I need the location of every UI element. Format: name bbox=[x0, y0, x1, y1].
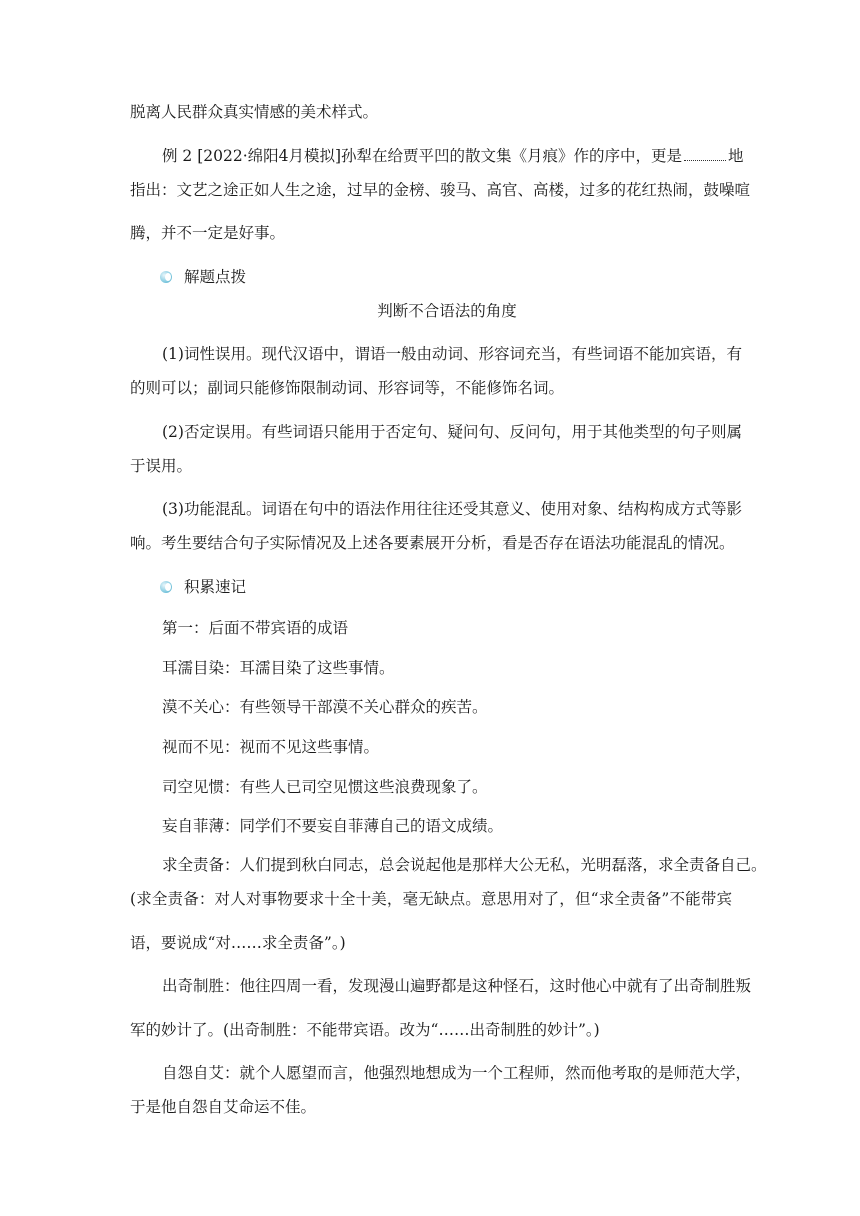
point-3-line-1: (3)功能混乱。词语在句中的语法作用往往还受其意义、使用对象、结构构成方式等影 bbox=[162, 500, 742, 518]
example-2-line-1: 例 2 [2022·绵阳4月模拟]孙犁在给贾平凹的散文集《月痕》作的序中，更是 地 bbox=[162, 147, 744, 165]
idiom-entry-line-2: 于是他自怨自艾命运不佳。 bbox=[130, 1098, 317, 1116]
idiom-entry: 自怨自艾：就个人愿望而言，他强烈地想成为一个工程师，然而他考取的是师范大学， bbox=[162, 1064, 752, 1082]
idiom-entry: 求全责备：人们提到秋白同志，总会说起他是那样大公无私，光明磊落，求全责备自己。 bbox=[162, 856, 767, 874]
circle-bullet-icon bbox=[160, 581, 172, 593]
point-3-line-2: 响。考生要结合句子实际情况及上述各要素展开分析，看是否存在语法功能混乱的情况。 bbox=[130, 534, 735, 552]
idiom-note-line-1: (求全责备：对人对事物要求十全十美，毫无缺点。意思用对了，但“求全责备”不能带宾 bbox=[130, 890, 732, 908]
subheading-grammar-angles: 判断不合语法的角度 bbox=[377, 302, 517, 320]
idiom-entry: 司空见惯：有些人已司空见惯这些浪费现象了。 bbox=[162, 778, 488, 796]
section-heading-jieti: 解题点拨 bbox=[160, 266, 762, 288]
point-1-line-1: (1)词性误用。现代汉语中，谓语一般由动词、形容词充当，有些词语不能加宾语，有 bbox=[162, 345, 742, 363]
point-2-line-1: (2)否定误用。有些词语只能用于否定句、疑问句、反问句，用于其他类型的句子则属 bbox=[162, 423, 742, 441]
idiom-entry-line-2: 军的妙计了。(出奇制胜：不能带宾语。改为“……出奇制胜的妙计”。) bbox=[130, 1021, 600, 1039]
idiom-note-line-2: 语，要说成“对……求全责备”。) bbox=[130, 934, 346, 952]
idiom-entry: 漠不关心：有些领导干部漠不关心群众的疾苦。 bbox=[162, 698, 488, 716]
text-line-continuation: 脱离人民群众真实情感的美术样式。 bbox=[130, 103, 379, 121]
section-heading-jilei: 积累速记 bbox=[160, 576, 762, 598]
circle-bullet-icon bbox=[160, 271, 172, 283]
point-1-line-2: 的则可以；副词只能修饰限制动词、形容词等，不能修饰名词。 bbox=[130, 379, 565, 397]
idiom-entry: 妄自菲薄：同学们不要妄自菲薄自己的语文成绩。 bbox=[162, 817, 504, 835]
idiom-entry: 耳濡目染：耳濡目染了这些事情。 bbox=[162, 659, 395, 677]
idiom-entry: 视而不见：视而不见这些事情。 bbox=[162, 738, 380, 756]
idiom-entry: 出奇制胜：他往四周一看，发现漫山遍野都是这种怪石，这时他心中就有了出奇制胜叛 bbox=[162, 977, 752, 995]
example-2-line-3: 腾，并不一定是好事。 bbox=[130, 224, 286, 242]
blank-dotted bbox=[684, 148, 726, 161]
list-title: 第一：后面不带宾语的成语 bbox=[162, 619, 349, 637]
point-2-line-2: 于误用。 bbox=[130, 457, 193, 475]
example-2-line-2: 指出：文艺之途正如人生之途，过早的金榜、骏马、高官、高楼，过多的花红热闹，鼓噪喧 bbox=[130, 181, 751, 199]
